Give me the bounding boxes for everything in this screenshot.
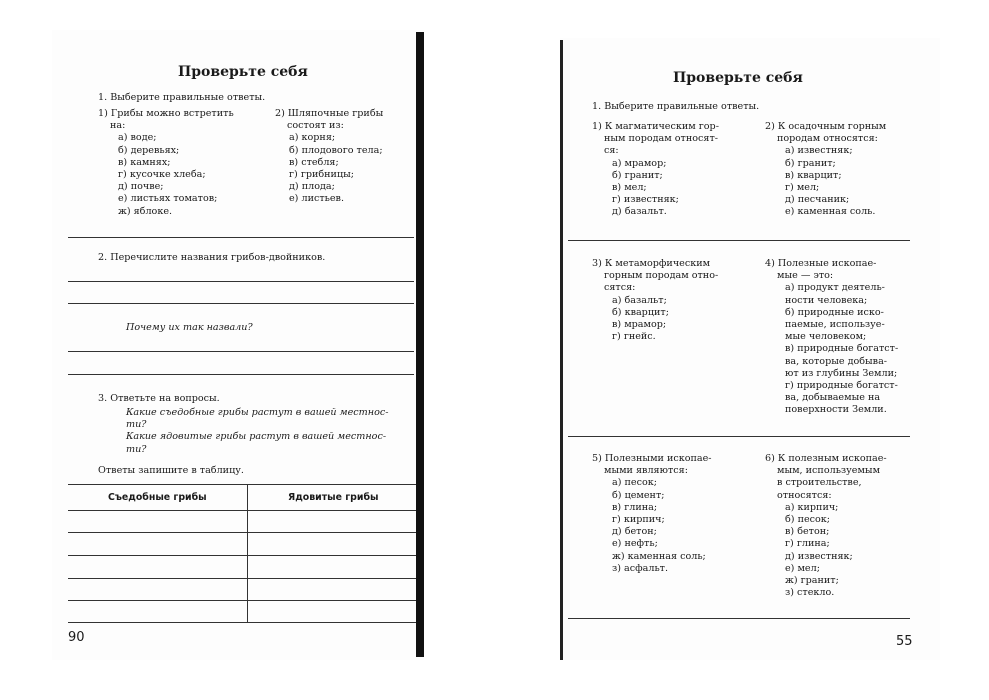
- left-q3-note: Ответы запишите в таблицу.: [98, 465, 244, 476]
- right-q4-option: а) продукт деятель-: [785, 282, 885, 294]
- left-q1b-option: г) грибницы;: [289, 169, 354, 181]
- right-q4-option: ности человека;: [785, 294, 868, 306]
- answer-line[interactable]: [68, 351, 414, 352]
- left-q3-questions: [126, 407, 388, 456]
- right-q5-block: [592, 453, 712, 575]
- right-q5-option: е) нефть;: [612, 538, 658, 550]
- right-q6-option: ж) гранит;: [785, 575, 839, 587]
- right-q6-option: б) песок;: [785, 514, 831, 526]
- right-page-edge: [560, 40, 563, 660]
- left-q1b-option: д) плода;: [289, 181, 335, 193]
- right-q2-option: е) каменная соль.: [785, 206, 876, 218]
- table-column-divider: [247, 484, 248, 622]
- right-q1-option: д) базальт.: [612, 206, 667, 218]
- table-row[interactable]: [68, 555, 416, 556]
- left-q1a-option: в) камнях;: [118, 156, 171, 168]
- left-q3-question-line: Какие съедобные грибы растут в вашей местнос-: [126, 407, 389, 418]
- left-q1b-block: [275, 108, 383, 206]
- right-q6-prompt-line: мым, используемым: [777, 465, 881, 477]
- left-q3-question-line: Какие ядовитые грибы растут в вашей местнос-: [126, 431, 387, 443]
- right-q6-option: з) стекло.: [785, 587, 835, 599]
- left-q1b-option: б) плодового тела;: [289, 144, 383, 156]
- right-q3-prompt-line: сятся:: [604, 282, 636, 294]
- left-q1a-option: ж) яблоке.: [118, 205, 173, 217]
- right-q4-prompt-line: мые — это:: [777, 270, 834, 282]
- divider-line: [568, 436, 910, 437]
- left-q1a-option: б) деревьях;: [118, 144, 180, 156]
- book-spine: [416, 32, 424, 657]
- table-header-edible: Съедобные грибы: [108, 492, 207, 503]
- right-q6-prompt-line: в строительстве,: [777, 477, 862, 489]
- right-q6-prompt-line: относятся:: [777, 489, 832, 501]
- right-q3-block: [592, 258, 718, 343]
- right-q5-option: з) асфальт.: [612, 562, 669, 574]
- right-q2-block: [765, 121, 886, 219]
- right-q4-option: ва, которые добыва-: [785, 355, 888, 367]
- right-q6-option: е) мел;: [785, 562, 820, 574]
- right-q6-block: [765, 453, 887, 599]
- divider-line: [568, 618, 910, 619]
- left-q1a-prompt-line: на:: [110, 120, 126, 132]
- table-border: [68, 622, 416, 623]
- right-q4-option: в) природные богатст-: [785, 343, 899, 355]
- right-q2-option: г) мел;: [785, 182, 820, 194]
- right-q5-option: ж) каменная соль;: [612, 550, 706, 562]
- divider-line: [568, 240, 910, 241]
- right-q3-option: а) базальт;: [612, 294, 667, 306]
- right-q2-option: б) гранит;: [785, 157, 836, 169]
- right-q6-option: в) бетон;: [785, 526, 830, 538]
- right-q2-prompt-line: породам относятся:: [777, 133, 878, 145]
- right-q1-prompt-line: 1) К магматическим гор-: [592, 121, 719, 132]
- right-q6-option: г) глина;: [785, 538, 830, 550]
- right-q3-prompt-line: горным породам отно-: [604, 270, 719, 282]
- right-q5-prompt-line: 5) Полезными ископае-: [592, 453, 712, 464]
- table-header-poisonous: Ядовитые грибы: [288, 492, 379, 503]
- right-q1-block: [592, 121, 719, 219]
- right-q1-option: а) мрамор;: [612, 157, 667, 169]
- right-q3-prompt-line: 3) К метаморфическим: [592, 258, 711, 269]
- right-q1-title: 1. Выберите правильные ответы.: [592, 101, 760, 112]
- left-q1a-option: г) кусочке хлеба;: [118, 169, 206, 181]
- right-page-number: 55: [896, 634, 913, 649]
- right-q5-option: б) цемент;: [612, 489, 665, 501]
- answer-line[interactable]: [68, 281, 414, 282]
- left-q3-question-line: ти?: [126, 419, 147, 431]
- right-q2-option: а) известняк;: [785, 145, 853, 157]
- right-q1-prompt-line: ся:: [604, 145, 619, 157]
- right-q1-prompt-line: ным породам относят-: [604, 133, 718, 145]
- right-q4-option: ют из глубины Земли;: [785, 367, 898, 379]
- left-page-title: Проверьте себя: [178, 64, 308, 80]
- answer-line[interactable]: [68, 374, 414, 375]
- left-q3-title: 3. Ответьте на вопросы.: [98, 393, 220, 404]
- left-q2-followup: Почему их так назвали?: [126, 322, 253, 333]
- right-q5-prompt-line: мыми являются:: [604, 465, 688, 477]
- right-q2-option: д) песчаник;: [785, 194, 850, 206]
- right-page-title: Проверьте себя: [673, 70, 803, 86]
- right-q5-option: а) песок;: [612, 477, 657, 489]
- left-q1a-block: [98, 108, 234, 218]
- right-q4-option: ва, добываемые на: [785, 392, 881, 404]
- right-q1-option: в) мел;: [612, 182, 647, 194]
- right-q4-option: мые человеком;: [785, 331, 867, 343]
- left-q1b-option: е) листьев.: [289, 193, 344, 205]
- right-q4-block: [765, 258, 898, 417]
- right-q5-option: д) бетон;: [612, 526, 657, 538]
- left-q1a-option: д) почве;: [118, 181, 164, 193]
- left-q3-question-line: ти?: [126, 443, 147, 455]
- right-q1-option: б) гранит;: [612, 169, 663, 181]
- right-q5-option: в) глина;: [612, 501, 658, 513]
- right-q5-option: г) кирпич;: [612, 514, 665, 526]
- right-q6-prompt-line: 6) К полезным ископае-: [765, 453, 887, 464]
- left-q1b-prompt-line: состоят из:: [287, 120, 344, 132]
- table-row[interactable]: [68, 600, 416, 601]
- table-border: [68, 510, 416, 511]
- right-q6-option: а) кирпич;: [785, 501, 839, 513]
- right-q3-option: в) мрамор;: [612, 319, 667, 331]
- table-row[interactable]: [68, 532, 416, 533]
- right-q4-option: г) природные богатст-: [785, 380, 898, 392]
- left-q1b-option: а) корня;: [289, 132, 336, 144]
- right-q6-option: д) известняк;: [785, 550, 853, 562]
- divider-line: [68, 237, 414, 238]
- right-q4-option: паемые, используе-: [785, 319, 885, 331]
- right-q3-option: г) гнейс.: [612, 331, 656, 343]
- table-row[interactable]: [68, 578, 416, 579]
- left-q1-title: 1. Выберите правильные ответы.: [98, 92, 266, 103]
- left-q1a-option: а) воде;: [118, 132, 157, 144]
- table-border: [68, 484, 416, 485]
- left-q1b-prompt-line: 2) Шляпочные грибы: [275, 108, 384, 119]
- right-q4-prompt-line: 4) Полезные ископае-: [765, 258, 877, 269]
- left-q1a-prompt-line: 1) Грибы можно встретить: [98, 108, 234, 119]
- right-q4-option: б) природные иско-: [785, 306, 884, 318]
- right-q2-prompt-line: 2) К осадочным горным: [765, 121, 887, 132]
- right-q4-option: поверхности Земли.: [785, 404, 887, 416]
- left-q1b-option: в) стебля;: [289, 156, 339, 168]
- right-q1-option: г) известняк;: [612, 194, 679, 206]
- right-q3-option: б) кварцит;: [612, 306, 669, 318]
- right-q2-option: в) кварцит;: [785, 169, 842, 181]
- left-page-number: 90: [68, 630, 85, 645]
- left-q1a-option: е) листьях томатов;: [118, 193, 218, 205]
- answer-line[interactable]: [68, 303, 414, 304]
- left-q2-title: 2. Перечислите названия грибов-двойников.: [98, 252, 326, 263]
